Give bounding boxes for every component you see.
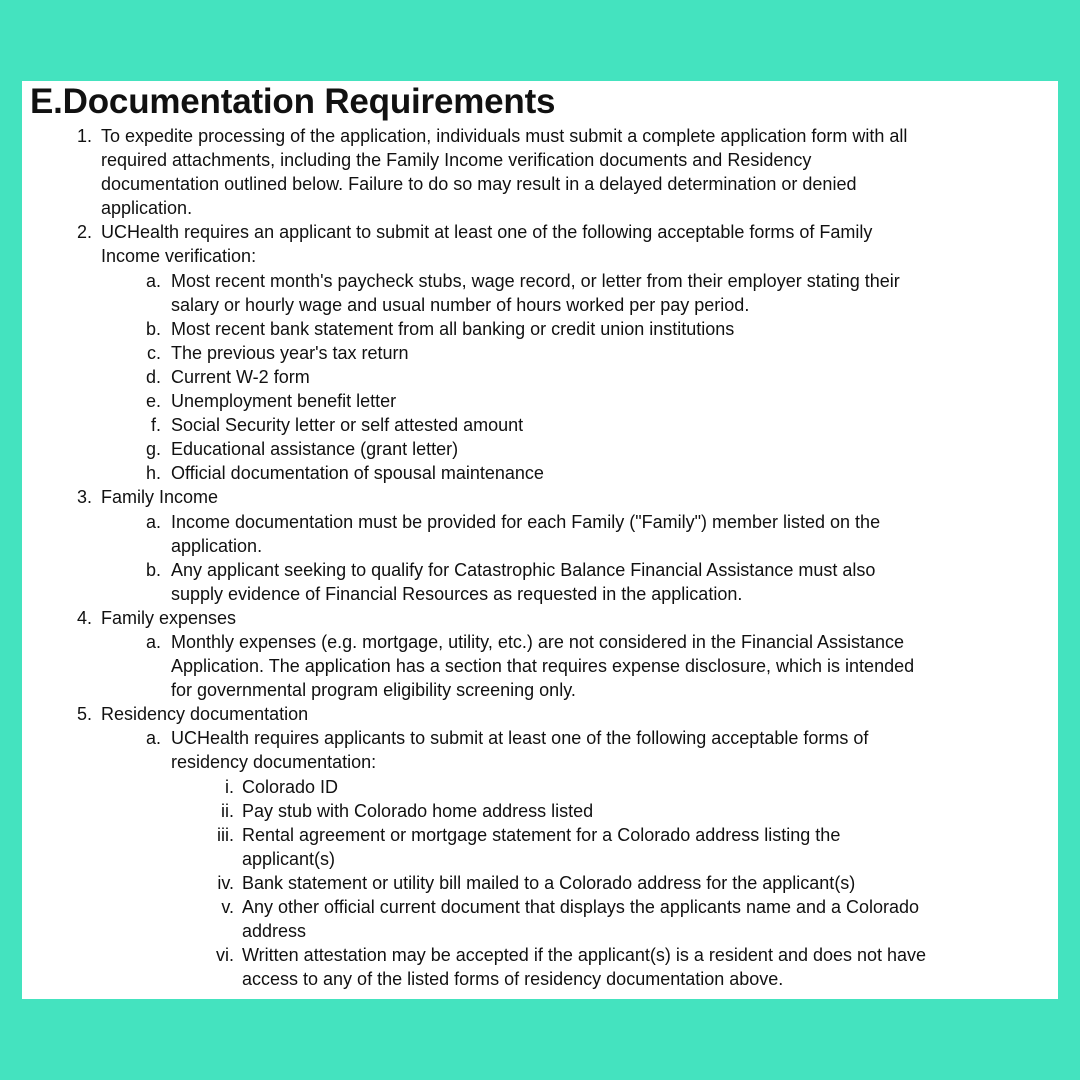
list-line [22, 775, 1058, 799]
list-marker: 2. [76, 222, 92, 243]
list-line [22, 726, 1058, 750]
list-line [22, 654, 1058, 678]
list-line [22, 389, 1058, 413]
sub-list-item [22, 437, 1058, 461]
list-marker: 5. [76, 704, 92, 725]
sub-list-item [22, 726, 1058, 991]
list-line [22, 172, 1058, 196]
list-line-text: required attachments, including the Family Income verification documents and Residency [101, 150, 812, 171]
list-line-text: Application. The application has a section that requires expense disclosure, which is intended [171, 656, 915, 677]
list-line [22, 244, 1058, 268]
list-line-text: UCHealth requires applicants to submit at least one of the following acceptable forms of [171, 728, 869, 749]
list-line [22, 293, 1058, 317]
list-line [22, 750, 1058, 774]
document-page [22, 81, 1058, 999]
list-line-text: Residency documentation [101, 704, 309, 725]
sub-sub-list-item [22, 943, 1058, 991]
sub-sub-list-item [22, 775, 1058, 799]
list-marker: a. [145, 270, 161, 291]
list-marker: d. [145, 366, 161, 387]
list-line [22, 847, 1058, 871]
list-line-text: Social Security letter or self attested amount [171, 415, 524, 436]
list-item [22, 485, 1058, 605]
list-line-text: Most recent month's paycheck stubs, wage record, or letter from their employer stating their [171, 270, 900, 291]
list-line [22, 967, 1058, 991]
list-line-text: Family expenses [101, 607, 237, 628]
list-line [22, 485, 1058, 509]
section-title: Documentation Requirements [62, 82, 556, 121]
list-marker: a. [145, 511, 161, 532]
list-line [22, 341, 1058, 365]
list-line [22, 871, 1058, 895]
sub-list-item [22, 317, 1058, 341]
list-line-text: Written attestation may be accepted if the applicant(s) is a resident and does not have [242, 945, 927, 966]
list-item [22, 702, 1058, 991]
list-line-text: Any applicant seeking to qualify for Catastrophic Balance Financial Assistance must also [171, 559, 876, 580]
list-line [22, 678, 1058, 702]
list-line-text: residency documentation: [171, 752, 377, 773]
sub-list-item [22, 365, 1058, 389]
list-line-text: Educational assistance (grant letter) [171, 439, 459, 460]
list-marker: b. [145, 559, 161, 580]
sub-list-item [22, 558, 1058, 606]
list-line [22, 799, 1058, 823]
list-marker: f. [150, 415, 161, 436]
list-marker: h. [145, 463, 161, 484]
list-line [22, 124, 1058, 148]
list-line-text: application. [171, 535, 263, 556]
list-line-text: Pay stub with Colorado home address listed [242, 800, 594, 821]
list-item [22, 124, 1058, 220]
sub-list-item [22, 413, 1058, 437]
list-marker: c. [146, 342, 161, 363]
list-line [22, 534, 1058, 558]
sub-sub-list-item [22, 895, 1058, 943]
list-line [22, 919, 1058, 943]
list-line-text: access to any of the listed forms of residency documentation above. [242, 969, 784, 990]
list-line-text: Colorado ID [242, 776, 339, 797]
sub-list-item [22, 269, 1058, 317]
list-line [22, 269, 1058, 293]
list-line-text: To expedite processing of the application, individuals must submit a complete application form with all [101, 126, 908, 146]
list-marker: 4. [76, 607, 92, 628]
list-line [22, 148, 1058, 172]
list-line-text: Official documentation of spousal maintenance [171, 463, 544, 484]
list-line [22, 461, 1058, 485]
list-line-text: The previous year's tax return [171, 342, 409, 363]
list-marker: iv. [217, 872, 234, 893]
list-item [22, 220, 1058, 485]
list-item [22, 606, 1058, 702]
list-line [22, 606, 1058, 630]
list-line [22, 630, 1058, 654]
requirements-list [22, 124, 1058, 991]
list-line [22, 220, 1058, 244]
sub-sub-list-item [22, 823, 1058, 871]
list-line-text: address [242, 921, 307, 942]
list-line-text: applicant(s) [242, 848, 336, 869]
list-line [22, 558, 1058, 582]
list-line-text: Current W-2 form [171, 366, 310, 387]
sub-sub-list-item [22, 799, 1058, 823]
list-line-text: UCHealth requires an applicant to submit at least one of the following acceptable forms of Family [101, 222, 873, 243]
list-line [22, 943, 1058, 967]
list-line [22, 823, 1058, 847]
sub-list-item [22, 630, 1058, 702]
list-line [22, 365, 1058, 389]
list-marker: g. [145, 439, 161, 460]
list-line-text: Bank statement or utility bill mailed to a Colorado address for the applicant(s) [242, 872, 856, 893]
list-line-text: Any other official current document that displays the applicants name and a Colorado [242, 897, 920, 917]
list-marker: b. [145, 318, 161, 339]
list-line [22, 413, 1058, 437]
list-line-text: Income verification: [101, 246, 257, 267]
sub-sub-list-item [22, 871, 1058, 895]
list-line [22, 895, 1058, 919]
list-marker: a. [145, 631, 161, 652]
list-line [22, 510, 1058, 534]
list-line-text: application. [101, 198, 193, 219]
sub-list-item [22, 389, 1058, 413]
list-line-text: Monthly expenses (e.g. mortgage, utility, etc.) are not considered in the Financial Assistance [171, 631, 905, 652]
list-marker: v. [221, 897, 234, 917]
list-marker: 3. [76, 487, 92, 508]
list-line [22, 317, 1058, 341]
section-letter: E. [30, 82, 63, 121]
list-line [22, 437, 1058, 461]
list-line-text: Unemployment benefit letter [171, 391, 397, 412]
list-marker: i. [225, 776, 234, 797]
list-line-text: documentation outlined below. Failure to do so may result in a delayed determination or denied [101, 174, 857, 195]
list-line [22, 196, 1058, 220]
list-line-text: Family Income [101, 487, 219, 508]
list-line-text: Most recent bank statement from all banking or credit union institutions [171, 318, 735, 339]
list-marker: ii. [221, 800, 234, 821]
list-line-text: Rental agreement or mortgage statement for a Colorado address listing the [242, 824, 841, 845]
list-line-text: for governmental program eligibility screening only. [171, 680, 576, 701]
section-heading [30, 81, 555, 123]
list-marker: 1. [76, 126, 92, 146]
list-line [22, 582, 1058, 606]
list-line-text: supply evidence of Financial Resources as requested in the application. [171, 583, 743, 604]
list-line-text: salary or hourly wage and usual number of hours worked per pay period. [171, 294, 750, 315]
sub-list-item [22, 341, 1058, 365]
list-marker: e. [145, 391, 161, 412]
sub-list-item [22, 461, 1058, 485]
list-line [22, 702, 1058, 726]
list-line-text: Income documentation must be provided for each Family ("Family") member listed on the [171, 511, 881, 532]
sub-list-item [22, 510, 1058, 558]
list-marker: iii. [217, 824, 234, 845]
list-marker: a. [145, 728, 161, 749]
list-marker: vi. [216, 945, 234, 966]
